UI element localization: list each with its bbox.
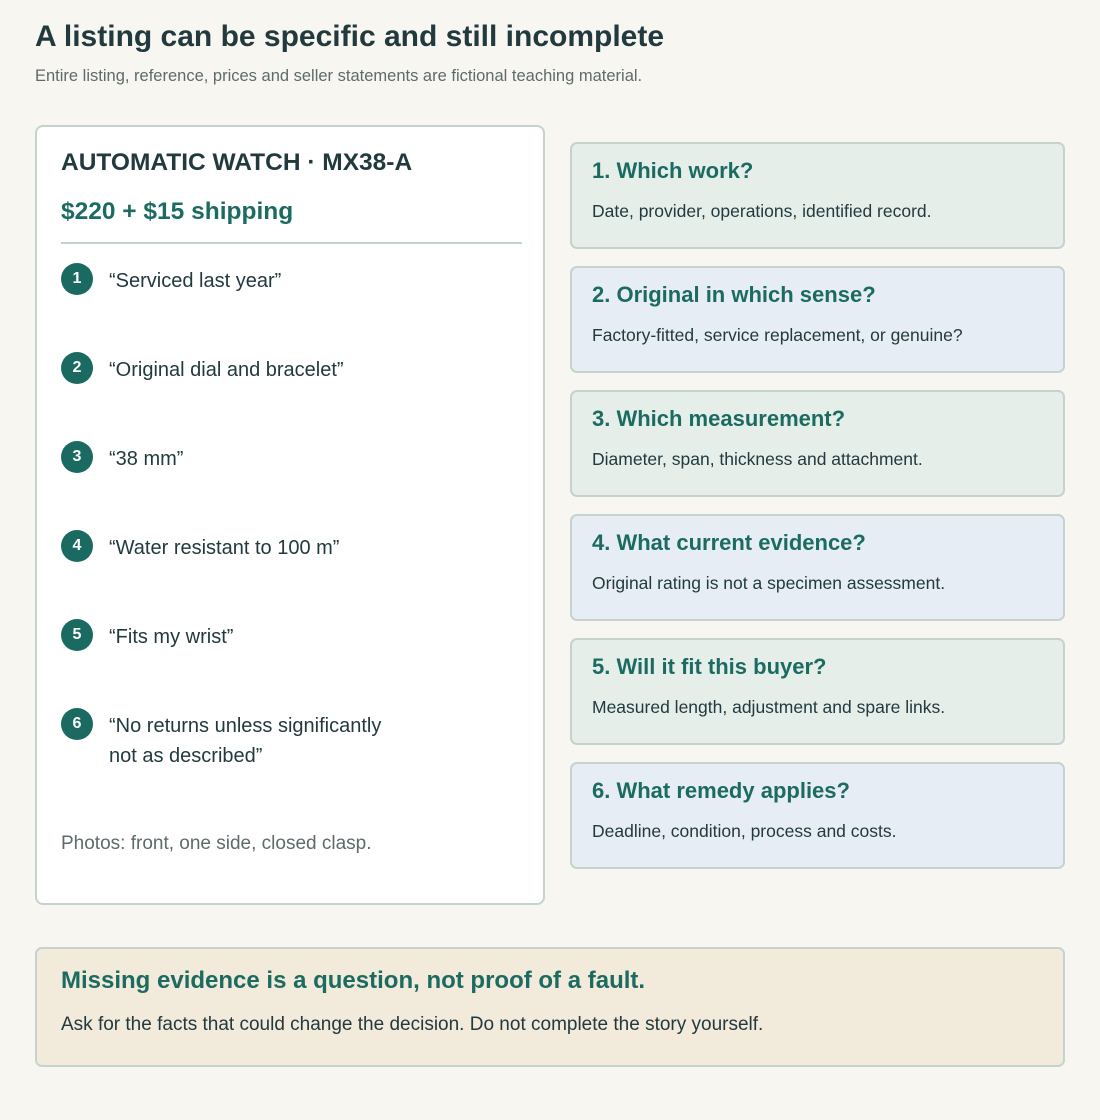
question-title: 6. What remedy applies? [592,778,850,803]
claim-text: “Fits my wrist” [109,626,234,648]
question-title: 5. Will it fit this buyer? [592,654,827,679]
question-text: Date, provider, operations, identified record. [592,201,932,221]
question-card [570,266,1065,373]
question-card [570,762,1065,869]
listing-price: $220 + $15 shipping [61,198,294,225]
banner-text: Ask for the facts that could change the decision. Do not complete the story yourself. [61,1014,764,1035]
question-text: Deadline, condition, process and costs. [592,821,897,841]
listing-photos-note: Photos: front, one side, closed clasp. [61,833,372,854]
claim-item [61,263,409,296]
claim-text: “38 mm” [109,448,184,470]
claim-text: “Water resistant to 100 m” [109,537,340,559]
question-text: Original rating is not a specimen assessment. [592,573,946,593]
claim-item [61,708,409,771]
claim-number-badge: 6 [61,708,93,740]
question-card [570,142,1065,249]
claim-number-badge: 5 [61,619,93,651]
question-card [570,638,1065,745]
takeaway-banner [35,947,1065,1067]
question-text: Measured length, adjustment and spare links. [592,697,946,717]
claim-number-badge: 2 [61,352,93,384]
question-card [570,390,1065,497]
claim-item [61,530,409,563]
question-card [570,514,1065,621]
question-title: 3. Which measurement? [592,406,846,431]
claim-number-badge: 4 [61,530,93,562]
question-title: 4. What current evidence? [592,530,866,555]
listing-divider [61,242,522,244]
claim-text: “Original dial and bracelet” [109,359,344,381]
claim-number-badge: 3 [61,441,93,473]
listing-heading: AUTOMATIC WATCH · MX38-A [61,149,413,176]
listing-card [35,125,545,905]
claim-item [61,352,409,385]
banner-title: Missing evidence is a question, not proof of a fault. [61,967,646,994]
claim-item [61,619,409,652]
question-title: 1. Which work? [592,158,754,183]
page-title: A listing can be specific and still incomplete [35,20,665,53]
question-text: Factory-fitted, service replacement, or genuine? [592,325,963,345]
claim-text: “Serviced last year” [109,270,282,292]
question-title: 2. Original in which sense? [592,282,876,307]
question-text: Diameter, span, thickness and attachment. [592,449,923,469]
claim-number-badge: 1 [61,263,93,295]
claim-item [61,441,409,474]
claim-text: “No returns unless significantly not as described” [109,715,382,767]
page-subtitle: Entire listing, reference, prices and seller statements are fictional teaching material. [35,67,643,85]
